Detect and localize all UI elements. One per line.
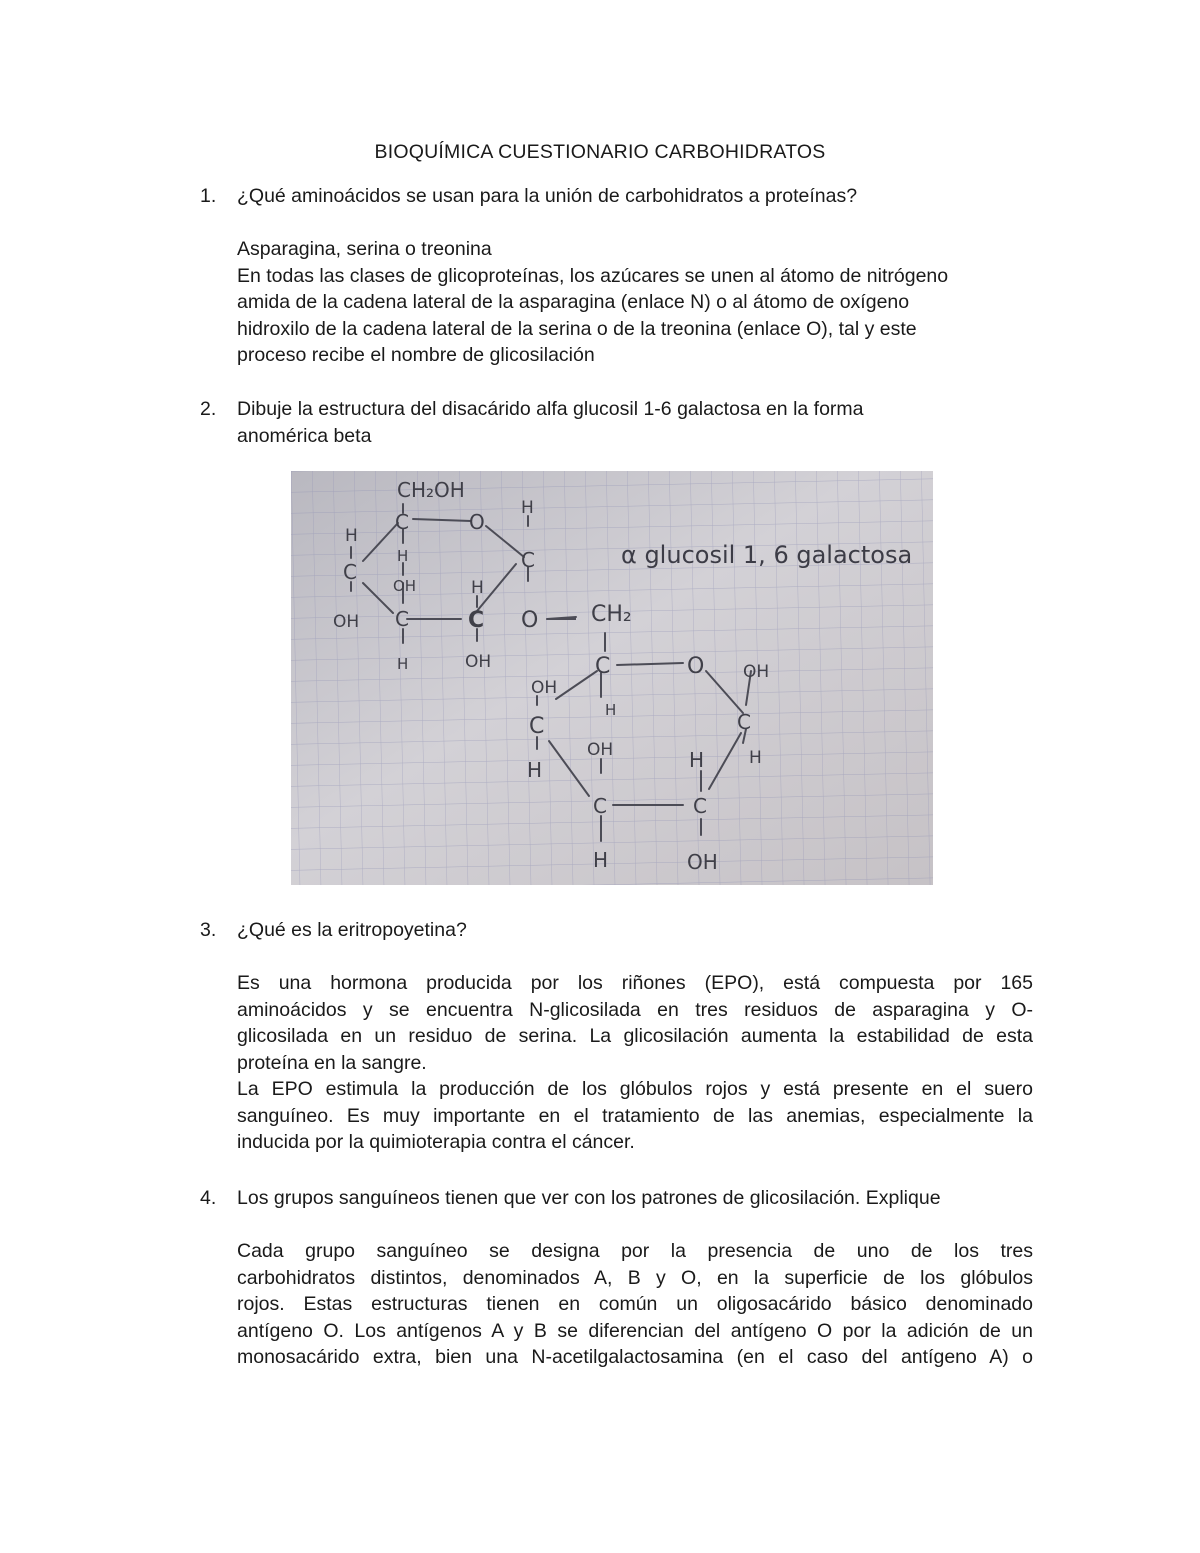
oxygen-label: O (469, 510, 485, 534)
question-4 (200, 1185, 1040, 1212)
hydrogen-label: H (689, 748, 705, 772)
answer-line: Es una hormona producida por los riñones (EPO), está compuesta por 165 (237, 972, 1033, 994)
hydrogen-label: H (471, 578, 484, 598)
answer-line: proceso recibe el nombre de glicosilación (237, 344, 595, 366)
question-number: 3. (200, 919, 217, 941)
hydrogen-label: H (521, 498, 534, 518)
page-title: BIOQUÍMICA CUESTIONARIO CARBOHIDRATOS (374, 141, 826, 163)
answer-line: Cada grupo sanguíneo se designa por la presencia de uno de los tres (237, 1240, 1033, 1262)
handwritten-caption: α glucosil 1, 6 galactosa (621, 541, 913, 569)
disaccharide-sketch (291, 471, 933, 885)
question-number: 1. (200, 185, 217, 207)
carbon-label: C (468, 608, 485, 633)
answer-line: sanguíneo. Es muy importante en el tratamiento de las anemias, especialmente la (237, 1104, 1033, 1127)
question-3 (200, 917, 1040, 944)
answer-line: amida de la cadena lateral de la asparagina (enlace N) o al átomo de oxígeno (237, 291, 910, 313)
question-1 (200, 183, 1040, 210)
question-text: ¿Qué es la eritropoyetina? (237, 919, 467, 941)
oxygen-label: O (687, 654, 705, 679)
carbon-label: C (529, 714, 545, 739)
answer-line: En todas las clases de glicoproteínas, los azúcares se unen al átomo de nitrógeno (237, 264, 949, 287)
grid-lines (291, 471, 933, 885)
answer-line: antígeno O. Los antígenos A y B se diferencian del antígeno O por la adición de un (237, 1319, 1033, 1342)
answer-line: inducida por la quimioterapia contra el cáncer. (237, 1131, 635, 1153)
answer-1 (237, 236, 1033, 369)
answer-3 (237, 970, 1033, 1156)
hydrogen-label: H (527, 758, 543, 782)
answer-4 (237, 1238, 1033, 1371)
hydroxyl-label: OH (531, 678, 558, 698)
hydroxyl-label: OH (687, 850, 718, 874)
hydroxyl-label: OH (393, 577, 417, 595)
answer-line: glicosilada en un residuo de serina. La glicosilación aumenta la estabilidad de esta (237, 1025, 1033, 1047)
answer-line: aminoácidos y se encuentra N-glicosilada en tres residuos de asparagina y O- (237, 998, 1033, 1021)
answer-line: Asparagina, serina o treonina (237, 238, 492, 260)
ch2-label: CH₂ (591, 602, 632, 627)
hydrogen-label: H (345, 526, 358, 546)
question-number: 2. (200, 398, 217, 420)
handwritten-structure-photo (291, 471, 933, 885)
answer-line: rojos. Estas estructuras tienen en común un oligosacárido básico denominado (237, 1293, 1033, 1315)
answer-line: proteína en la sangre. (237, 1051, 427, 1074)
question-2 (200, 396, 1040, 449)
hydrogen-label: H (605, 701, 617, 719)
hydrogen-label: H (749, 748, 762, 768)
carbon-label: C (693, 794, 707, 818)
hydroxyl-label: OH (587, 740, 614, 760)
question-text-line: anomérica beta (237, 424, 372, 447)
carbon-label: C (737, 710, 751, 734)
ch2oh-label: CH₂OH (397, 478, 465, 502)
answer-line: La EPO estimula la producción de los glóbulos rojos y está presente en el suero (237, 1078, 1033, 1100)
carbon-label: C (521, 548, 535, 572)
hydroxyl-label: OH (743, 662, 770, 682)
answer-line: monosacárido extra, bien una N-acetilgalactosamina (en el caso del antígeno A) o (237, 1346, 1033, 1368)
carbon-label: C (595, 654, 611, 679)
carbon-label: C (343, 560, 357, 584)
hydrogen-label: H (593, 848, 609, 872)
hydrogen-label: H (397, 547, 409, 565)
oxygen-label: O (521, 608, 539, 633)
answer-line: hidroxilo de la cadena lateral de la serina o de la treonina (enlace O), tal y este (237, 317, 917, 340)
carbon-label: C (593, 794, 607, 818)
answer-line: carbohidratos distintos, denominados A, B y O, en la superficie de los glóbulos (237, 1266, 1033, 1289)
hydroxyl-label: OH (465, 652, 492, 672)
carbon-label: C (395, 510, 409, 534)
hydrogen-label: H (397, 655, 409, 673)
question-text: ¿Qué aminoácidos se usan para la unión de carbohidratos a proteínas? (237, 185, 858, 207)
question-text (237, 396, 1040, 449)
question-number: 4. (200, 1187, 217, 1209)
question-text: Los grupos sanguíneos tienen que ver con los patrones de glicosilación. Explique (237, 1187, 941, 1209)
question-text-line: Dibuje la estructura del disacárido alfa glucosil 1-6 galactosa en la forma (237, 398, 864, 420)
carbon-label: C (395, 607, 409, 631)
hydroxyl-label: OH (333, 612, 360, 632)
